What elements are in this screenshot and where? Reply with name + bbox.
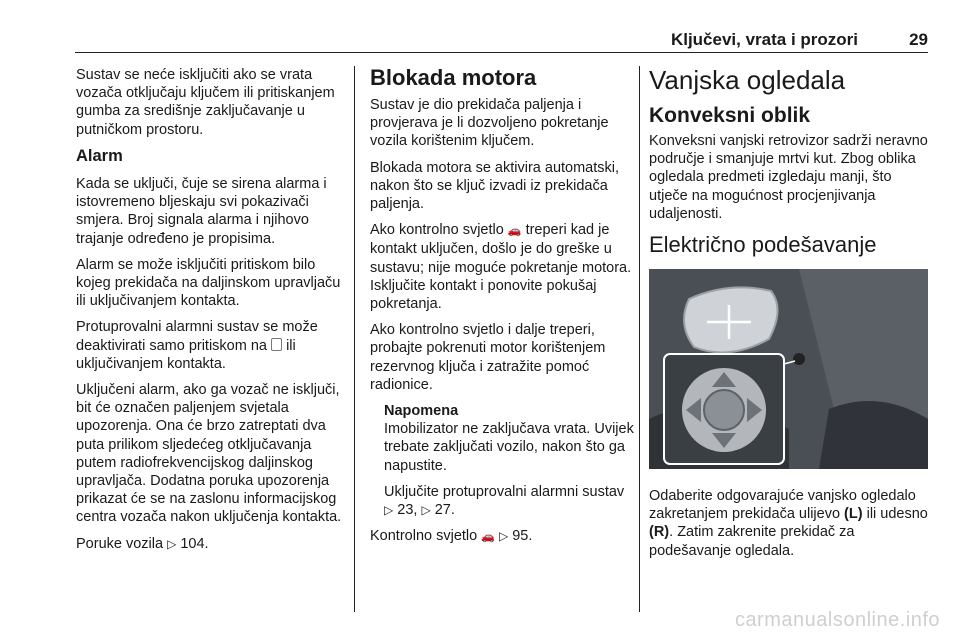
page-ref-arrow-icon: ▷	[384, 503, 394, 518]
text: Protuprovalni alarmni sustav se može deaktivirati samo pritiskom na	[76, 319, 318, 354]
page-ref-link[interactable]: 23,	[397, 502, 418, 519]
text: Ako kontrolno svjetlo	[370, 222, 504, 239]
paragraph: Sustav je dio prekidača paljenja i provjerava je li dozvoljeno pokretanje vozila korištenim ključem.	[370, 97, 609, 150]
section-heading-alarm: Alarm	[76, 146, 123, 165]
paragraph	[76, 318, 344, 373]
paragraph: Alarm se može isključiti pritiskom bilo kojeg prekidača na daljinskom upravljaču ili uključivanjem kontakta.	[76, 256, 341, 310]
text: . Zatim zakrenite prekidač za podešavanje ogledala.	[649, 524, 855, 559]
text: ili udesno	[866, 506, 928, 523]
note-title: Napomena	[384, 403, 459, 420]
paragraph: Sustav se neće isključiti ako se vrata vozača otključaju ključem ili pritiskanjem gumba za središnje zaključavanje u putničkom prostoru.	[76, 67, 335, 138]
column-divider-2	[639, 66, 640, 612]
paragraph: Blokada motora se aktivira automatski, nakon što se ključ izvadi iz prekidača paljenja.	[370, 159, 620, 213]
text: Poruke vozila	[76, 535, 164, 552]
column-1	[76, 66, 344, 561]
column-divider-1	[354, 66, 355, 612]
header-rule	[75, 52, 928, 53]
page-header	[75, 30, 928, 48]
left-label: (L)	[844, 506, 863, 523]
paragraph	[649, 487, 931, 560]
immobilizer-warning-icon: 🚗	[507, 225, 522, 238]
note-text	[384, 483, 635, 519]
mirror-illustration-svg	[649, 269, 928, 469]
page-ref-arrow-icon: ▷	[421, 503, 431, 518]
section-heading-exterior-mirrors: Vanjska ogledala	[649, 65, 846, 95]
page-ref-link[interactable]: 104.	[180, 535, 209, 552]
paragraph: Kada se uključi, čuje se sirena alarma i istovremeno bljeskaju svi pokazivači smjera. Broj signala alarma i njihovo trajanje određeno je propisima.	[76, 176, 327, 247]
immobilizer-warning-icon: 🚗	[481, 531, 495, 544]
column-2	[370, 66, 635, 554]
page-ref-link[interactable]: 27.	[434, 502, 455, 519]
paragraph: Uključeni alarm, ako ga vozač ne isključi, bit će označen paljenjem svjetala upozorenja. Ona će brzo zatreptati dva puta prilikom sljedećeg otključavanja putem radiofrekvencijskog daljinskog upravljača. Dodatna poruka upozorenja prikazat će se na zaslonu informacijskog centra vozača nakon uključenja kontakta.	[76, 382, 342, 526]
text: ili uključivanjem kontakta.	[76, 337, 296, 372]
paragraph	[76, 535, 344, 553]
page-ref-arrow-icon: ▷	[498, 529, 509, 544]
paragraph	[370, 527, 635, 546]
section-heading-immobilizer: Blokada motora	[370, 65, 537, 90]
page-number: 29	[909, 30, 928, 49]
note-box	[384, 402, 635, 519]
text: treperi kad je kontakt uključen, došlo je do greške u sustavu; nije moguće pokretanje motora. Isključite kontakt i ponovite pokušaj pokretanja.	[370, 222, 632, 313]
page-ref-link[interactable]: 95.	[512, 528, 533, 545]
text: Uključite protuprovalni alarmni sustav	[384, 483, 625, 500]
paragraph: Konveksni vanjski retrovizor sadrži neravno područje i smanjuje mrtvi kut. Zbog oblika ogledala predmeti izgledaju manji, što utječe na mogućnost procjenjivanja udaljenosti.	[649, 133, 928, 222]
paragraph: Ako kontrolno svjetlo i dalje treperi, probajte pokrenuti motor korištenjem rezervnog ključa i zatražite pomoć radionice.	[370, 322, 606, 393]
mirror-control-illustration	[649, 269, 928, 469]
right-label: (R)	[649, 524, 670, 541]
text: Kontrolno svjetlo	[370, 528, 478, 545]
subheading-convex: Konveksni oblik	[649, 104, 811, 127]
note-text: Imobilizator ne zaključava vrata. Uvijek trebate zaključati vozilo, nakon što ga napustite.	[384, 421, 634, 474]
text: Odaberite odgovarajuće vanjsko ogledalo zakretanjem prekidača ulijevo	[649, 488, 916, 523]
watermark: carmanualsonline.info	[734, 609, 940, 631]
chapter-title: Ključevi, vrata i prozori	[670, 30, 858, 49]
page-ref-arrow-icon: ▷	[167, 536, 177, 551]
column-3	[649, 66, 931, 568]
subheading-electric-adjustment: Električno podešavanje	[649, 232, 877, 258]
unlock-icon	[271, 338, 282, 351]
paragraph	[370, 221, 635, 313]
